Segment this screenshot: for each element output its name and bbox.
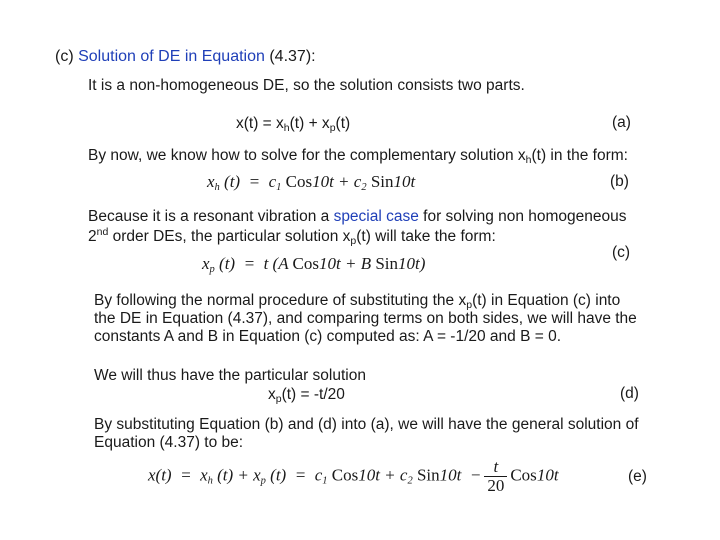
heading-title: Solution of DE in Equation <box>78 48 265 65</box>
equation-a-label: (a) <box>612 114 631 131</box>
equation-c-label: (c) <box>612 244 631 261</box>
general-line-1: By substituting Equation (b) and (d) into (a), we will have the general solution of <box>94 416 639 433</box>
section-heading: (c) Solution of DE in Equation (4.37): <box>55 48 316 65</box>
resonance-line-2: 2nd order DEs, the particular solution $x_p(t)$ will take the form: <box>88 226 496 247</box>
procedure-line-1: By following the normal procedure of substituting the $x_p(t)$ in Equation (c) into <box>94 292 621 311</box>
procedure-line-2: the DE in Equation (4.37), and comparing terms on both sides, we will have the <box>94 310 637 327</box>
equation-e: $x(t) = x_h$ $(t) + x_p$ $(t) = c_1$ $Cos10t + c_2$ Sin10t − $\frac{t}{20}$ Cos10t <box>148 457 559 495</box>
complementary-line: By now, we know how to solve for the complementary solution $x_h(t)$ in the form: <box>88 147 628 166</box>
resonance-line-1: Because it is a resonant vibration a special case for solving non homogeneous <box>88 208 627 225</box>
general-line-2: Equation (4.37) to be: <box>94 434 244 451</box>
equation-e-label: (e) <box>628 468 647 485</box>
equation-d: $x_p(t) = -t/20$ <box>268 386 345 405</box>
procedure-line-3: constants A and B in Equation (c) computed as: A = -1/20 and B = 0. <box>94 328 562 345</box>
particular-line: We will thus have the particular solution <box>94 367 366 384</box>
special-case-link: special case <box>333 208 419 225</box>
equation-a: $x(t) = x_h(t) + x_p(t)$ <box>236 115 351 134</box>
equation-d-label: (d) <box>620 385 639 402</box>
equation-b: $x_h$ $(t) = c_1$ $Cos10t + c_2$ Sin10t <box>207 172 416 193</box>
equation-b-label: (b) <box>610 173 629 190</box>
equation-c: $x_p$ (t) = t (A Cos10t + B Sin10t) <box>202 254 426 275</box>
intro-line: It is a non-homogeneous DE, so the solution consists two parts. <box>88 77 525 94</box>
